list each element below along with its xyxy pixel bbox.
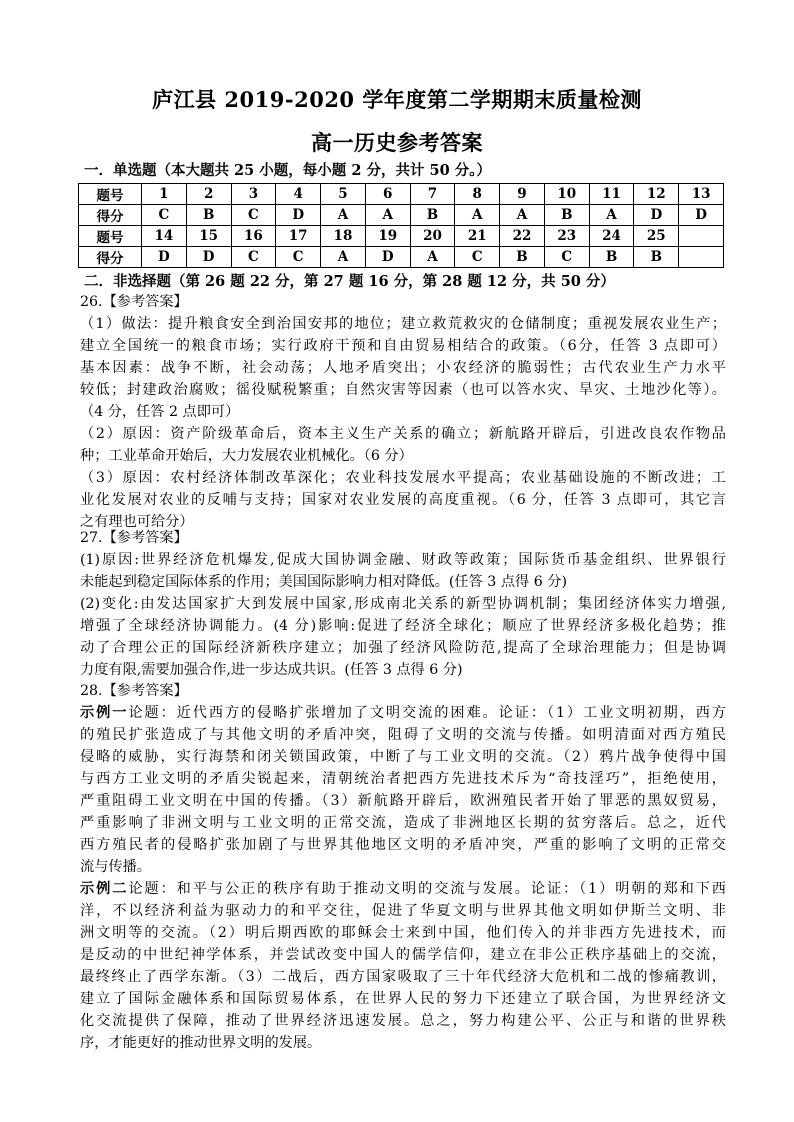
text-line bbox=[80, 856, 726, 878]
answer-cell: A bbox=[365, 205, 410, 226]
answer-cell: B bbox=[634, 247, 679, 268]
text-line bbox=[80, 1010, 726, 1032]
answer-cell: D bbox=[679, 205, 724, 226]
text-line: 之有理也可给分） bbox=[80, 514, 194, 530]
example-text: 侵略的威胁，实行海禁和闭关锁国政策，中断了与工业文明的交流。（2）鸦片战争使得中国 bbox=[80, 749, 726, 765]
text-line bbox=[80, 966, 726, 988]
example-text: 论题：和平与公正的秩序有助于推动文明的交流与发展。论证：（1）明朝的郑和下西 bbox=[128, 881, 726, 897]
answer-cell: 10 bbox=[544, 184, 589, 205]
answer-cell: C bbox=[544, 247, 589, 268]
answer-cell: 19 bbox=[365, 226, 410, 247]
answer-cell: 13 bbox=[679, 184, 724, 205]
example-text: 论题：近代西方的侵略扩张增加了文明交流的困难。论证：（1）工业文明初期，西方 bbox=[128, 705, 726, 721]
answer-cell: D bbox=[186, 247, 231, 268]
example-text: 流与传播。 bbox=[80, 859, 151, 875]
row-header-cell: 得分 bbox=[79, 247, 142, 268]
text-line: （4 分，任答 2 点即可） bbox=[80, 404, 240, 420]
text-line: 建立全国统一的粮食市场；实行政府干预和自由贸易相结合的政策。（6分，任答 3 点即可） bbox=[80, 338, 726, 354]
example-label: 示例二 bbox=[80, 881, 129, 897]
answer-cell: 4 bbox=[276, 184, 321, 205]
answer-cell: 14 bbox=[142, 226, 187, 247]
text-line: 较低；封建政治腐败；徭役赋税繁重；自然灾害等因素（也可以答水灾、旱灾、土地沙化等）。 bbox=[80, 382, 726, 398]
answer-cell: 15 bbox=[186, 226, 231, 247]
answer-cell: 11 bbox=[589, 184, 634, 205]
answer-cell: 7 bbox=[410, 184, 455, 205]
answer-cell: B bbox=[544, 205, 589, 226]
answer-cell: A bbox=[455, 205, 500, 226]
answer-cell: B bbox=[186, 205, 231, 226]
question-27-answer bbox=[80, 527, 726, 681]
text-line: (1)原因:世界经济危机爆发,促成大国协调金融、财政等政策；国际货币基金组织、世界银行 bbox=[80, 552, 726, 568]
answer-cell: 25 bbox=[634, 226, 679, 247]
answer-cell: A bbox=[321, 247, 366, 268]
text-line: 业化发展对农业的反哺与支持；国家对农业发展的高度重视。（6 分，任答 3 点即可，其它言 bbox=[80, 492, 726, 508]
answer-cell: 2 bbox=[186, 184, 231, 205]
answer-cell: 1 bbox=[142, 184, 187, 205]
text-line: 增强了全球经济协调能力。(4 分)影响:促进了经济全球化；顺应了世界经济多极化趋势；推 bbox=[80, 618, 726, 634]
answer-cell: 6 bbox=[365, 184, 410, 205]
answer-cell: A bbox=[410, 247, 455, 268]
answer-cell: C bbox=[231, 205, 276, 226]
text-line bbox=[80, 988, 726, 1010]
answer-cell: 23 bbox=[544, 226, 589, 247]
text-line: （3）原因：农村经济体制改革深化；农业科技发展水平提高；农业基础设施的不断改进；工 bbox=[80, 470, 726, 486]
answer-cell: C bbox=[455, 247, 500, 268]
text-line: 动了合理公正的国际经济新秩序建立；加强了经济风险防范,提高了全球治理能力；但是协调 bbox=[80, 640, 726, 656]
question-header: 27.【参考答案】 bbox=[80, 530, 188, 546]
answer-cell: 17 bbox=[276, 226, 321, 247]
answer-cell: 8 bbox=[455, 184, 500, 205]
text-line: (2)变化:由发达国家扩大到发展中国家,形成南北关系的新型协调机制；集团经济体实力增强, bbox=[80, 596, 726, 612]
page-subtitle: 高一历史参考答案 bbox=[311, 130, 483, 155]
example-text: 洲文明等的交流。（2）明后期西欧的耶稣会士来到中国，他们传入的并非西方先进技术，而 bbox=[80, 925, 726, 941]
text-line: 种；工业革命开始后，大力发展农业机械化。（6 分） bbox=[80, 448, 413, 464]
answer-table bbox=[78, 183, 724, 268]
text-line bbox=[80, 878, 726, 900]
row-header-cell: 题号 bbox=[79, 226, 142, 247]
text-line bbox=[80, 702, 726, 724]
page-title: 庐江县 2019-2020 学年度第二学期期末质量检测 bbox=[152, 87, 642, 112]
text-line bbox=[80, 790, 726, 812]
answer-cell: D bbox=[365, 247, 410, 268]
example-text: 与西方工业文明的矛盾尖锐起来，清朝统治者把西方先进技术斥为“奇技淫巧”，拒绝使用， bbox=[80, 771, 726, 787]
example-text: 的殖民扩张造成了与其他文明的矛盾冲突，阻碍了文明的交流与传播。如明清面对西方殖民 bbox=[80, 727, 726, 743]
example-label: 示例一 bbox=[80, 705, 129, 721]
answer-cell: B bbox=[589, 247, 634, 268]
text-line bbox=[80, 1032, 726, 1054]
text-line: （2）原因：资产阶级革命后，资本主义生产关系的确立；新航路开辟后，引进改良农作物品 bbox=[80, 426, 726, 442]
example-text: 序，才能更好的推动世界文明的发展。 bbox=[80, 1035, 322, 1051]
text-line: 未能起到稳定国际体系的作用；美国国际影响力相对降低。(任答 3 点得 6 分) bbox=[80, 574, 567, 590]
row-header-cell: 得分 bbox=[79, 205, 142, 226]
answer-cell: 18 bbox=[321, 226, 366, 247]
example-text: 严重影响了非洲文明与工业文明的正常交流，造成了非洲地区长期的贫穷落后。总之，近代 bbox=[80, 815, 726, 831]
table-row bbox=[79, 184, 724, 205]
section-2-heading: 二．非选择题（第 26 题 22 分，第 27 题 16 分，第 28 题 12 分，共 50 分） bbox=[84, 273, 615, 290]
answer-cell: 5 bbox=[321, 184, 366, 205]
answer-cell: C bbox=[142, 205, 187, 226]
table-row bbox=[79, 226, 724, 247]
text-line bbox=[80, 900, 726, 922]
text-line bbox=[80, 746, 726, 768]
example-text: 洋，不以经济利益为驱动力的和平交往，促进了华夏文明与世界其他文明如伊斯兰文明、非 bbox=[80, 903, 726, 919]
answer-cell: B bbox=[500, 247, 545, 268]
row-header-cell: 题号 bbox=[79, 184, 142, 205]
text-line: 力度有限,需要加强合作,进一步达成共识。(任答 3 点得 6 分) bbox=[80, 662, 463, 678]
table-row bbox=[79, 205, 724, 226]
answer-cell: 20 bbox=[410, 226, 455, 247]
answer-cell: A bbox=[589, 205, 634, 226]
example-text: 西方殖民者的侵略扩张加剧了与世界其他地区文明的矛盾冲突，严重的影响了文明的正常交 bbox=[80, 837, 726, 853]
example-text: 是反动的中世纪神学体系，并尝试改变中国人的儒学信仰，建立在非公正秩序基础上的交流， bbox=[80, 947, 726, 963]
example-text: 建立了国际金融体系和国际贸易体系，在世界人民的努力下还建立了联合国，为世界经济文 bbox=[80, 991, 726, 1007]
answer-cell: D bbox=[276, 205, 321, 226]
text-line bbox=[80, 922, 726, 944]
answer-cell: 12 bbox=[634, 184, 679, 205]
answer-cell: A bbox=[500, 205, 545, 226]
text-line bbox=[80, 724, 726, 746]
answer-cell: 16 bbox=[231, 226, 276, 247]
answer-cell: 24 bbox=[589, 226, 634, 247]
answer-cell: 22 bbox=[500, 226, 545, 247]
question-28-answer bbox=[80, 680, 726, 1054]
text-line: （1）做法：提升粮食安全到治国安邦的地位；建立救荒救灾的仓储制度；重视发展农业生产； bbox=[80, 316, 726, 332]
answer-cell: 21 bbox=[455, 226, 500, 247]
answer-cell bbox=[679, 247, 724, 268]
answer-cell: D bbox=[142, 247, 187, 268]
section-1-heading: 一．单选题（本大题共 25 小题，每小题 2 分，共计 50 分。） bbox=[84, 162, 491, 179]
answer-cell: D bbox=[634, 205, 679, 226]
example-text: 化交流提供了保障，推动了世界经济迅速发展。总之，努力构建公平、公正与和谐的世界秩 bbox=[80, 1013, 726, 1029]
text-line bbox=[80, 768, 726, 790]
answer-cell: C bbox=[276, 247, 321, 268]
question-26-answer bbox=[80, 291, 726, 533]
text-line bbox=[80, 834, 726, 856]
example-text: 最终终止了西学东渐。（3）二战后，西方国家吸取了三十年代经济大危机和二战的惨痛教训， bbox=[80, 969, 726, 985]
answer-cell: C bbox=[231, 247, 276, 268]
answer-cell: A bbox=[321, 205, 366, 226]
answer-cell bbox=[679, 226, 724, 247]
answer-cell: 9 bbox=[500, 184, 545, 205]
answer-cell: 3 bbox=[231, 184, 276, 205]
text-line bbox=[80, 812, 726, 834]
question-header: 28.【参考答案】 bbox=[80, 683, 188, 699]
answer-cell: B bbox=[410, 205, 455, 226]
text-line: 基本因素：战争不断，社会动荡；人地矛盾突出；小农经济的脆弱性；古代农业生产力水平 bbox=[80, 360, 726, 376]
question-header: 26.【参考答案】 bbox=[80, 294, 188, 310]
example-text: 严重阻碍工业文明在中国的传播。（3）新航路开辟后，欧洲殖民者开始了罪恶的黑奴贸易， bbox=[80, 793, 726, 809]
table-row bbox=[79, 247, 724, 268]
text-line bbox=[80, 944, 726, 966]
